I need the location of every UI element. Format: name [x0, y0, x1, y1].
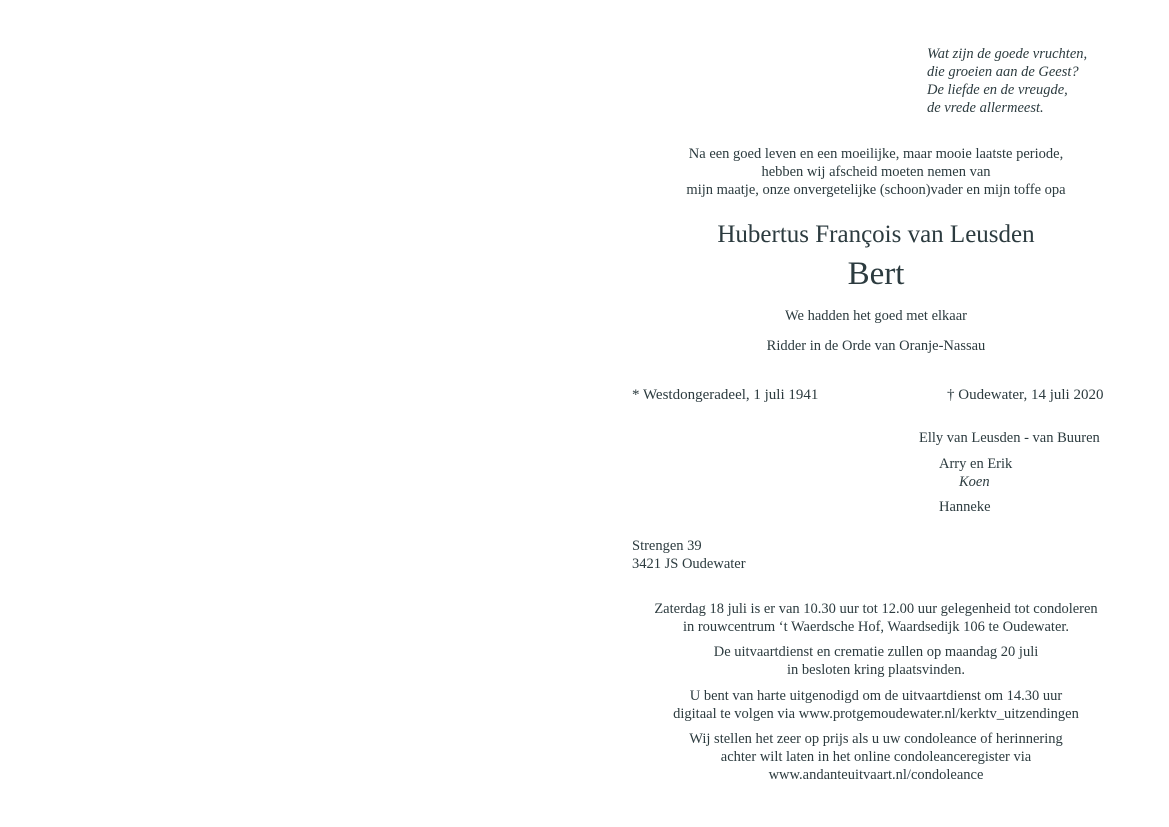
- family-grandchild: Koen: [959, 474, 990, 490]
- info-line: Zaterdag 18 juli is er van 10.30 uur tot 12.00 uur gelegenheid tot condoleren: [654, 601, 1098, 617]
- condolence-info: [631, 600, 1121, 636]
- poem-line: Wat zijn de goede vruchten,: [927, 46, 1088, 62]
- family-child-2: Hanneke: [939, 499, 991, 515]
- poem-line: de vrede allermeest.: [927, 100, 1044, 116]
- info-line: U bent van harte uitgenodigd om de uitvaartdienst om 14.30 uur: [689, 688, 1063, 704]
- intro-line: hebben wij afscheid moeten nemen van: [761, 164, 991, 180]
- address-street: Strengen 39: [632, 538, 702, 554]
- birth-date: * Westdongeradeel, 1 juli 1941: [632, 387, 819, 403]
- family-child-1: Arry en Erik: [939, 456, 1013, 472]
- announcement-intro: [631, 145, 1121, 199]
- motto-caption: We hadden het goed met elkaar: [784, 308, 967, 324]
- info-line: digitaal te volgen via www.protgemoudewater.nl/kerktv_uitzendingen: [673, 706, 1079, 722]
- poem-line: die groeien aan de Geest?: [927, 64, 1079, 80]
- info-line: Wij stellen het zeer op prijs als u uw condoleance of herinnering: [689, 731, 1063, 747]
- info-line: in rouwcentrum ‘t Waerdsche Hof, Waardsedijk 106 te Oudewater.: [682, 619, 1070, 635]
- deceased-nickname: Bert: [847, 256, 905, 292]
- honor-caption: Ridder in de Orde van Oranje-Nassau: [766, 338, 986, 354]
- poem-line: De liefde en de vreugde,: [927, 82, 1068, 98]
- info-line: De uitvaartdienst en crematie zullen op maandag 20 juli: [713, 644, 1039, 660]
- service-info: [631, 643, 1121, 679]
- stream-info: [631, 687, 1121, 723]
- address-city: 3421 JS Oudewater: [632, 556, 746, 572]
- register-info: [631, 730, 1121, 784]
- intro-line: Na een goed leven en een moeilijke, maar mooie laatste periode,: [688, 146, 1064, 162]
- death-date: † Oudewater, 14 juli 2020: [947, 387, 1104, 403]
- info-line: achter wilt laten in het online condoleanceregister via: [720, 749, 1032, 765]
- address: [632, 537, 746, 573]
- family-spouse: Elly van Leusden - van Buuren: [919, 430, 1100, 446]
- info-line: in besloten kring plaatsvinden.: [787, 662, 965, 678]
- info-line: www.andanteuitvaart.nl/condoleance: [768, 767, 984, 783]
- poem: [927, 45, 1087, 117]
- deceased-full-name: Hubertus François van Leusden: [717, 221, 1035, 248]
- intro-line: mijn maatje, onze onvergetelijke (schoon)vader en mijn toffe opa: [686, 182, 1066, 198]
